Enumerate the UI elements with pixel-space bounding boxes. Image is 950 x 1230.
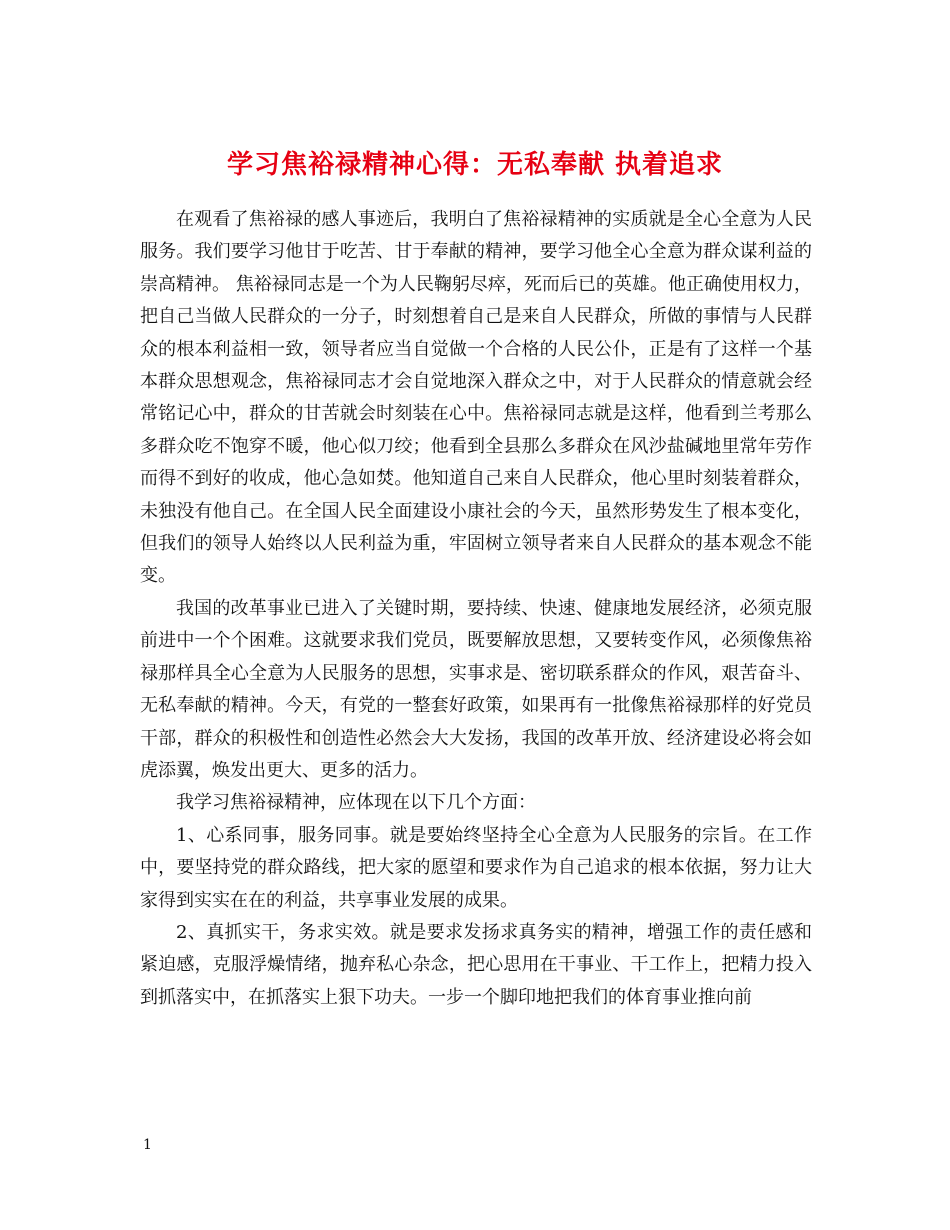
document-title: 学习焦裕禄精神心得：无私奉献 执着追求 xyxy=(226,150,724,181)
paragraph: 2、真抓实干，务求实效。就是要求发扬求真务实的精神，增强工作的责任感和紧迫感，克服浮燥情绪，抛弃私心杂念，把心思用在干事业、干工作上，把精力投入到抓落实中，在抓落实上狠下功夫。一步一个脚印地把我们的体育事业推向前 xyxy=(140,921,812,1008)
paragraph: 我国的改革事业已进入了关键时期，要持续、快速、健康地发展经济，必须克服前进中一个个困难。这就要求我们党员，既要解放思想，又要转变作风，必须像焦裕禄那样具全心全意为人民服务的思想，实事求是、密切联系群众的作风，艰苦奋斗、无私奉献的精神。今天，有党的一整套好政策，如果再有一批像焦裕禄那样的好党员干部，群众的积极性和创造性必然会大大发扬，我国的改革开放、经济建设必将会如虎添翼，焕发出更大、更多的活力。 xyxy=(140,597,812,781)
paragraph: 我学习焦裕禄精神，应体现在以下几个方面： xyxy=(176,792,536,814)
document-body xyxy=(140,204,812,1014)
paragraph: 1、心系同事，服务同事。就是要始终坚持全心全意为人民服务的宗旨。在工作中，要坚持党的群众路线，把大家的愿望和要求作为自己追求的根本依据，努力让大家得到实实在在的利益，共享事业发展的成果。 xyxy=(140,824,812,911)
paragraph: 在观看了焦裕禄的感人事迹后，我明白了焦裕禄精神的实质就是全心全意为人民服务。我们要学习他甘于吃苦、甘于奉献的精神，要学习他全心全意为群众谋利益的崇高精神。 焦裕禄同志是一个为人民鞠躬尽瘁，死而后已的英雄。他正确使用权力，把自己当做人民群众的一分子，时刻想着自己是来自人民群众，所做的事情与人民群众的根本利益相一致，领导者应当自觉做一个合格的人民公仆，正是有了这样一个基本群众思想观念，焦裕禄同志才会自觉地深入群众之中，对于人民群众的情意就会经常铭记心中，群众的甘苦就会时刻装在心中。焦裕禄同志就是这样，他看到兰考那么多群众吃不饱穿不暖，他心似刀绞；他看到全县那么多群众在风沙盐碱地里常年劳作而得不到好的收成，他心急如焚。他知道自己来自人民群众，他心里时刻装着群众，未独没有他自己。在全国人民全面建设小康社会的今天，虽然形势发生了根本变化，但我们的领导人始终以人民利益为重，牢固树立领导者来自人民群众的基本观念不能变。 xyxy=(140,209,812,587)
page-number: 1 xyxy=(143,1137,152,1153)
